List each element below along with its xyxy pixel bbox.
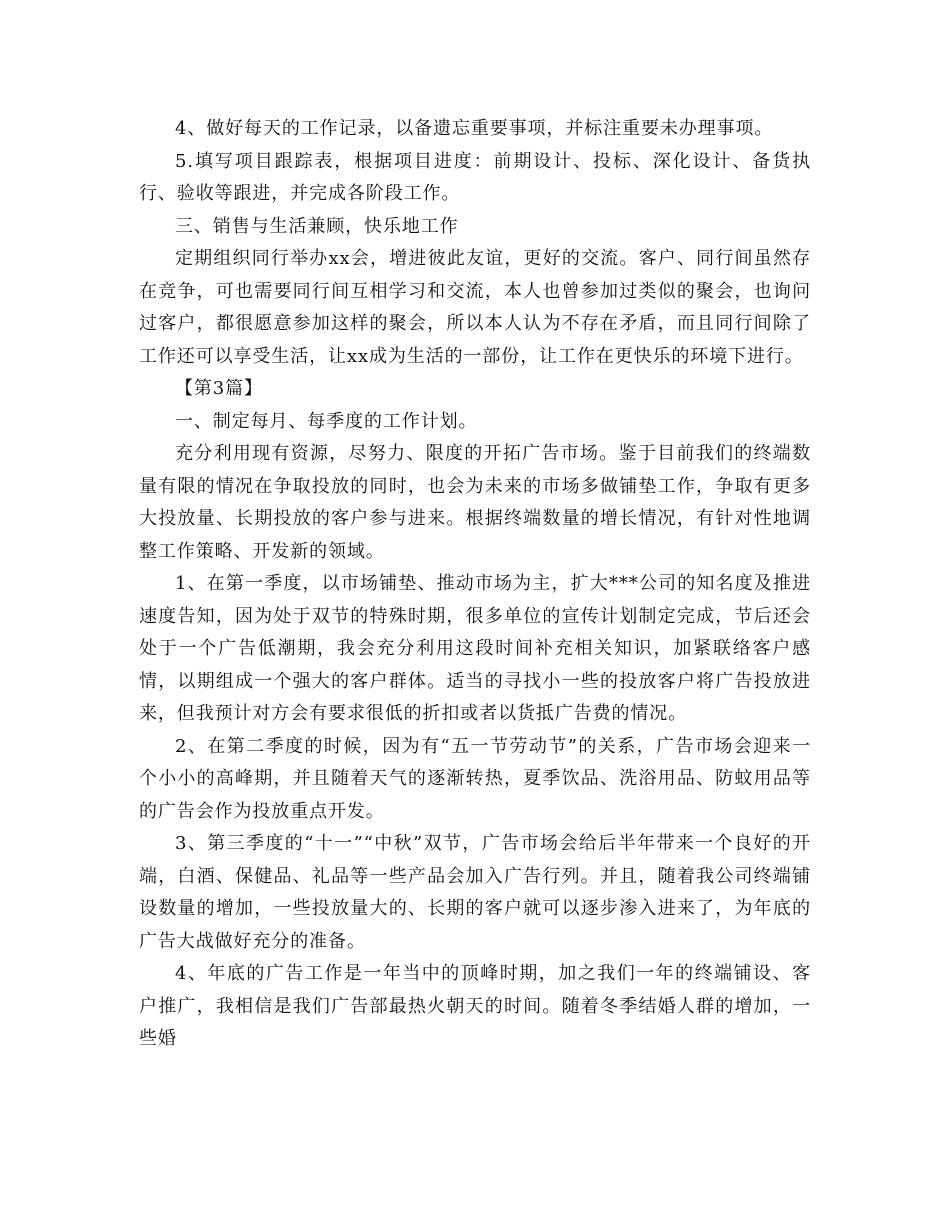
paragraph-q3: 3、第三季度的“十一”“中秋”双节，广告市场会给后半年带来一个良好的开端，白酒、保健品、礼品等一些产品会加入广告行列。并且，随着我公司终端铺设数量的增加，一些投放量大的、长期的客户就可以逐步渗入进来了，为年底的广告大战做好充分的准备。 bbox=[139, 833, 811, 952]
paragraph-peer-gathering: 定期组织同行举办xx会，增进彼此友谊，更好的交流。客户、同行间虽然存在竞争，可也需要同行间互相学习和交流，本人也曾参加过类似的聚会，也询问过客户，都很愿意参加这样的聚会，所以本人认为不存在矛盾，而且同行间除了工作还可以享受生活，让xx成为生活的一部份，让工作在更快乐的环境下进行。 bbox=[139, 248, 811, 367]
paragraph-item-4: 4、做好每天的工作记录，以备遗忘重要事项，并标注重要未办理事项。 bbox=[175, 118, 774, 139]
paragraph-q2: 2、在第二季度的时候，因为有“五一节劳动节”的关系，广告市场会迎来一个小小的高峰期，并且随着天气的逐渐转热，夏季饮品、洗浴用品、防蚊用品等的广告会作为投放重点开发。 bbox=[139, 735, 811, 822]
article-heading-3: 【第3篇】 bbox=[175, 378, 263, 399]
paragraph-q4: 4、年底的广告工作是一年当中的顶峰时期，加之我们一年的终端铺设、客户推广，我相信是我们广告部最热火朝天的时间。随着冬季结婚人群的增加，一些婚 bbox=[139, 963, 811, 1049]
section-heading-one: 一、制定每月、每季度的工作计划。 bbox=[175, 410, 478, 432]
section-heading-three: 三、销售与生活兼顾，快乐地工作 bbox=[175, 215, 459, 237]
document-body bbox=[139, 113, 811, 1056]
paragraph-q1: 1、在第一季度，以市场铺垫、推动市场为主，扩大***公司的知名度及推进速度告知，因为处于双节的特殊时期，很多单位的宣传计划制定完成，节后还会处于一个广告低潮期，我会充分利用这段时间补充相关知识，加紧联络客户感情，以期组成一个强大的客户群体。适当的寻找小一些的投放客户将广告投放进来，但我预计对方会有要求很低的折扣或者以货抵广告费的情况。 bbox=[139, 573, 811, 724]
paragraph-item-5: 5.填写项目跟踪表，根据项目进度：前期设计、投标、深化设计、备货执行、验收等跟进，并完成各阶段工作。 bbox=[139, 150, 811, 204]
paragraph-resources: 充分利用现有资源，尽努力、限度的开拓广告市场。鉴于目前我们的终端数量有限的情况在争取投放的同时，也会为未来的市场多做铺垫工作，争取有更多大投放量、长期投放的客户参与进来。根据终端数量的增长情况，有针对性地调整工作策略、开发新的领域。 bbox=[139, 443, 811, 562]
